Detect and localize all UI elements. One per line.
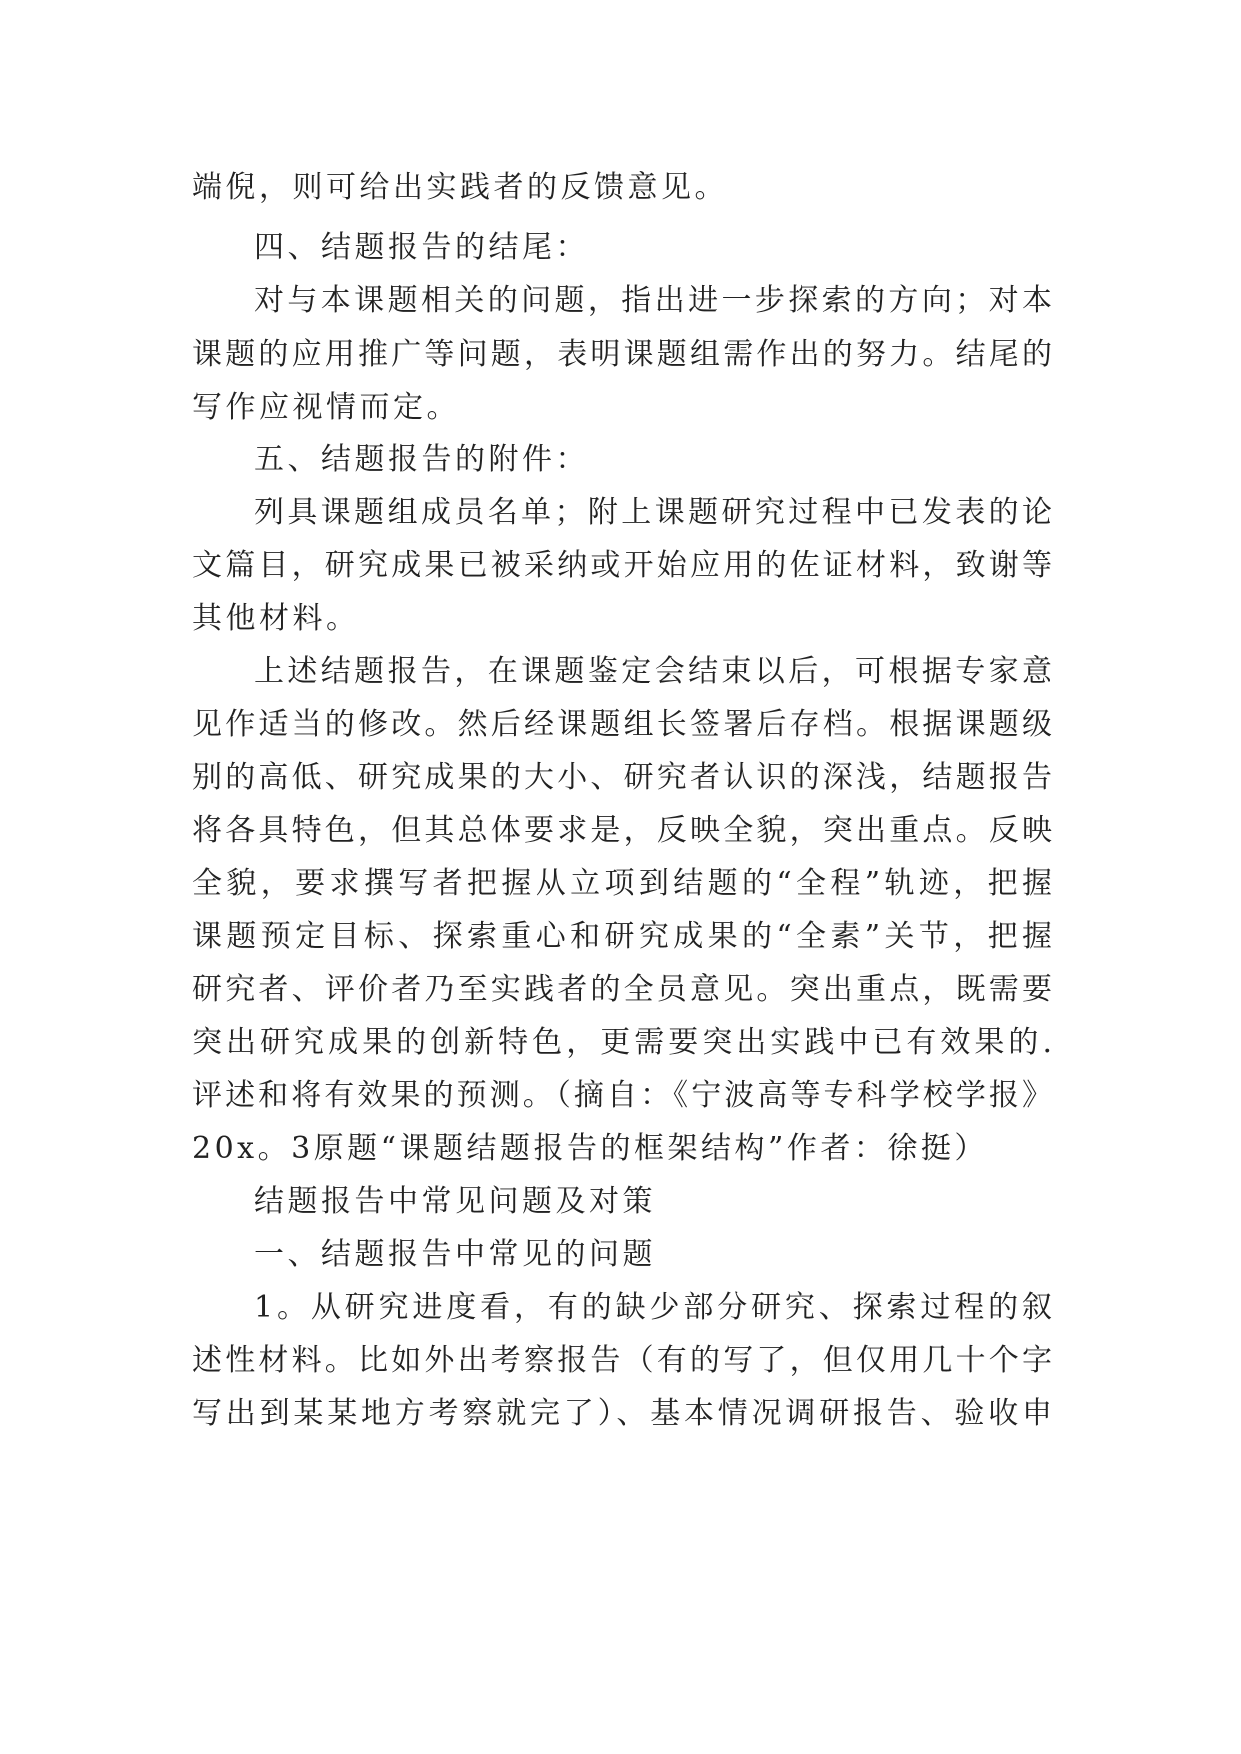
text-line-4: 课题的应用推广等问题，表明课题组需作出的努力。结尾的 bbox=[192, 337, 1052, 372]
text-line-1: 端倪，则可给出实践者的反馈意见。 bbox=[192, 170, 728, 205]
text-line-14: 全貌，要求撰写者把握从立项到结题的“全程”轨迹，把握 bbox=[192, 866, 1052, 901]
section-title: 结题报告中常见问题及对策 bbox=[254, 1184, 656, 1219]
text-line-15: 课题预定目标、探索重心和研究成果的“全素”关节，把握 bbox=[192, 919, 1052, 954]
text-line-11: 见作适当的修改。然后经课题组长签署后存档。根据课题级 bbox=[192, 707, 1052, 742]
text-line-3: 对与本课题相关的问题，指出进一步探索的方向；对本 bbox=[254, 283, 1052, 318]
text-line-7: 列具课题组成员名单；附上课题研究过程中已发表的论 bbox=[254, 495, 1052, 530]
text-line-10: 上述结题报告，在课题鉴定会结束以后，可根据专家意 bbox=[254, 654, 1052, 689]
text-line-22: 1。从研究进度看，有的缺少部分研究、探索过程的叙 bbox=[254, 1290, 1052, 1325]
section-heading-4: 四、结题报告的结尾： bbox=[254, 230, 589, 265]
text-line-17: 突出研究成果的创新特色，更需要突出实践中已有效果的. bbox=[192, 1025, 1052, 1060]
text-line-23: 述性材料。比如外出考察报告（有的写了，但仅用几十个字 bbox=[192, 1343, 1052, 1378]
text-line-13: 将各具特色，但其总体要求是，反映全貌，突出重点。反映 bbox=[192, 813, 1052, 848]
section-heading-5: 五、结题报告的附件： bbox=[254, 442, 589, 477]
section-heading-1: 一、结题报告中常见的问题 bbox=[254, 1237, 656, 1272]
text-line-9: 其他材料。 bbox=[192, 601, 360, 636]
text-line-12: 别的高低、研究成果的大小、研究者认识的深浅，结题报告 bbox=[192, 760, 1052, 795]
text-line-18: 评述和将有效果的预测。（摘自：《宁波高等专科学校学报》 bbox=[192, 1078, 1052, 1113]
text-line-8: 文篇目，研究成果已被采纳或开始应用的佐证材料，致谢等 bbox=[192, 548, 1052, 583]
text-line-5: 写作应视情而定。 bbox=[192, 390, 460, 425]
text-line-16: 研究者、评价者乃至实践者的全员意见。突出重点，既需要 bbox=[192, 972, 1052, 1007]
text-line-24: 写出到某某地方考察就完了）、基本情况调研报告、验收申 bbox=[192, 1396, 1052, 1431]
text-line-19: 20x。3原题“课题结题报告的框架结构”作者：徐挺） bbox=[192, 1131, 988, 1166]
